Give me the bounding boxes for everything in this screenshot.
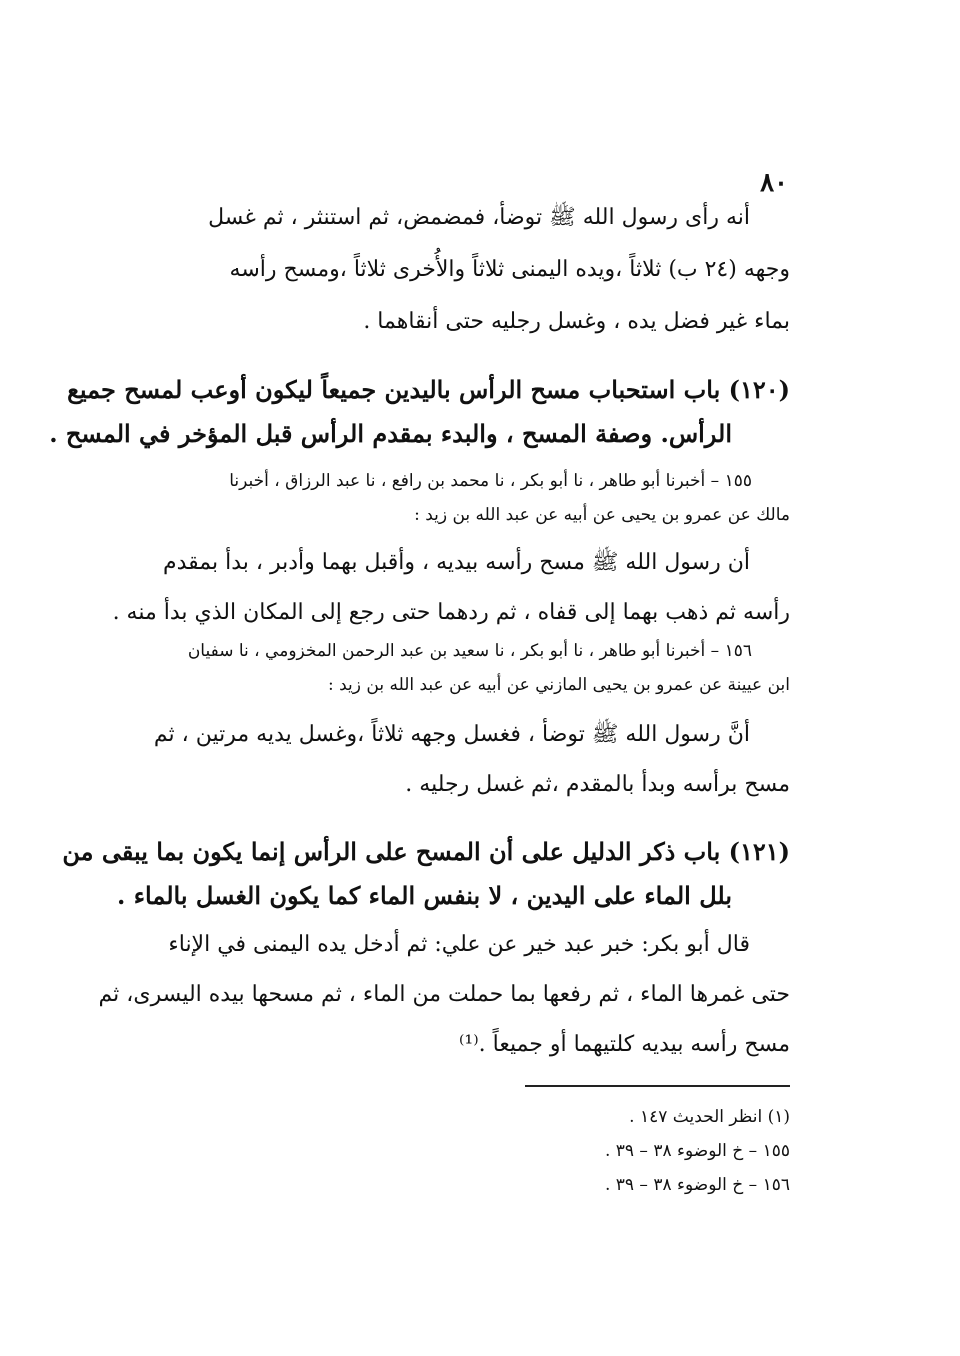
abu-bakr-commentary [98, 920, 790, 1070]
footnote-divider [525, 1085, 790, 1087]
text-line: بماء غير فضل يده ، وغسل رجليه حتى أنقاهما . [363, 309, 790, 334]
footnote: ١٥٦ – خ الوضوء ٣٨ – ٣٩ . [604, 1175, 790, 1195]
heading-line: الرأس. وصفة المسح ، والبدء بمقدم الرأس قبل المؤخر في المسح . [49, 419, 732, 448]
isnad-line: مالك عن عمرو بن يحيى عن أبيه عن عبد الله بن زيد : [414, 505, 790, 525]
text-line: أنه رأى رسول الله ﷺ توضأ، فمضمض، ثم استنثر ، ثم غسل [208, 205, 750, 230]
chapter-heading-120 [49, 368, 790, 456]
isnad-155 [125, 464, 790, 532]
footnote: (١) انظر الحديث ١٤٧ . [629, 1107, 790, 1127]
isnad-156 [125, 634, 790, 702]
text-line: قال أبو بكر: خبر عبد خير عن علي: ثم أدخل يده اليمنى في الإناء [168, 932, 750, 957]
heading-line: بلل الماء على اليدين ، لا بنفس الماء كما يكون الغسل بالماء . [117, 881, 732, 910]
text-line: وجهه (٢٤ ب) ثلاثاً ،ويده اليمنى ثلاثاً والأُخرى ثلاثاً ،ومسح رأسه [229, 257, 790, 282]
heading-line: (١٢٠) باب استحباب مسح الرأس باليدين جميعاً ليكون أوعب لمسح جميع [67, 375, 790, 404]
text-line: مسح برأسه وبدأ بالمقدم ،ثم غسل رجليه . [405, 772, 790, 797]
isnad-line: ابن عيينة عن عمرو بن يحيى المازني عن أبيه عن عبد الله بن زيد : [327, 675, 790, 695]
hadith-text-156 [125, 710, 790, 810]
text-line: أنَّ رسول الله ﷺ توضأ ، فغسل وجهه ثلاثاً ،وغسل يديه مرتين ، ثم [153, 722, 750, 747]
footnotes [500, 1100, 790, 1202]
heading-line: (١٢١) باب ذكر الدليل على أن المسح على الرأس إنما يكون بما يبقى من [62, 837, 790, 866]
text-line: مسح رأسه بيديه كلتيهما أو جميعاً .⁽¹⁾ [459, 1032, 790, 1057]
hadith-text-155 [112, 538, 790, 638]
text-line: رأسه ثم ذهب بهما إلى قفاه ، ثم ردهما حتى رجع إلى المكان الذي بدأ منه . [112, 600, 790, 625]
footnote: ١٥٥ – خ الوضوء ٣٨ – ٣٩ . [604, 1141, 790, 1161]
isnad-line: ١٥٦ – أخبرنا أبو طاهر ، نا أبو بكر ، نا سعيد بن عبد الرحمن المخزومي ، نا سفيان [187, 641, 752, 661]
isnad-line: ١٥٥ – أخبرنا أبو طاهر ، نا أبو بكر ، نا محمد بن رافع ، نا عبد الرزاق ، أخبرنا [229, 471, 752, 491]
intro-paragraph [125, 192, 790, 348]
text-line: أن رسول الله ﷺ مسح رأسه بيديه ، وأقبل بهما وأدبر ، بدأ بمقدم [162, 550, 750, 575]
chapter-heading-121 [62, 830, 790, 918]
page-number: ٨٠ [760, 168, 788, 198]
text-line: حتى غمرها الماء ، ثم رفعها بما حملت من الماء ، ثم مسحها بيده اليسرى، ثم [98, 982, 790, 1007]
